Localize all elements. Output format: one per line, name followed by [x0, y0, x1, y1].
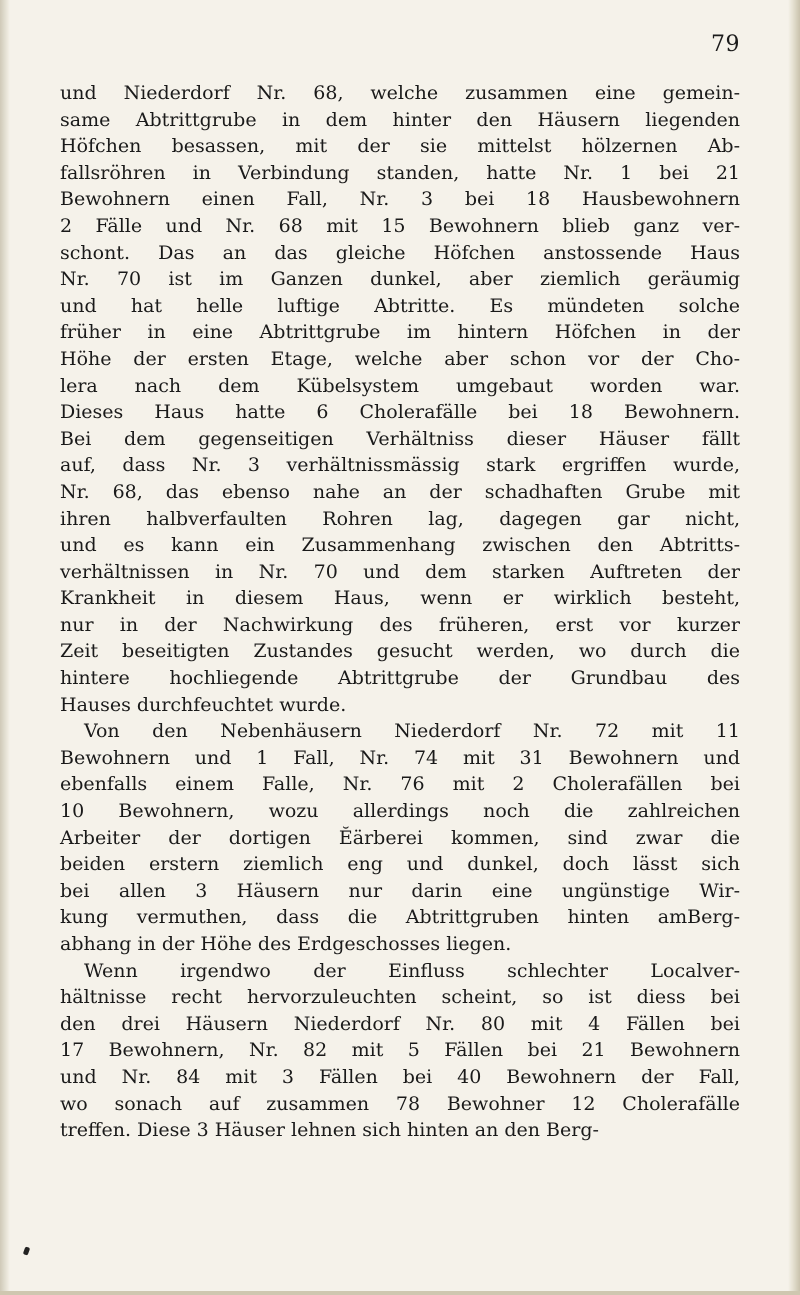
text-line: Bewohnern einen Fall, Nr. 3 bei 18 Hausbewohnern — [60, 188, 740, 211]
text-line: und Niederdorf Nr. 68, welche zusammen eine gemein- — [60, 82, 740, 104]
text-line: abhang in der Höhe des Erdgeschosses liegen. — [60, 933, 512, 955]
text-line: Von den Nebenhäusern Niederdorf Nr. 72 mit 11 — [84, 720, 740, 743]
text-line: kung vermuthen, dass die Abtrittgruben hinten amBerg- — [60, 906, 740, 929]
text-line: früher in eine Abtrittgrube im hintern Höfchen in der — [60, 321, 740, 344]
body-text — [60, 80, 740, 1144]
text-line: treffen. Diese 3 Häuser lehnen sich hinten an den Berg- — [60, 1119, 599, 1142]
text-line: und Nr. 84 mit 3 Fällen bei 40 Bewohnern der Fall, — [60, 1065, 740, 1088]
text-line: nur in der Nachwirkung des früheren, erst vor kurzer — [60, 613, 740, 636]
text-line: same Abtrittgrube in dem hinter den Häusern liegenden — [60, 108, 740, 131]
text-line: bei allen 3 Häusern nur darin eine ungünstige Wir- — [60, 879, 740, 902]
text-line: auf, dass Nr. 3 verhältnissmässig stark ergriffen wurde, — [60, 454, 740, 477]
text-line: Bei dem gegenseitigen Verhältniss dieser Häuser fällt — [60, 427, 740, 450]
text-line: Hauses durchfeuchtet wurde. — [60, 693, 347, 716]
text-line: 2 Fälle und Nr. 68 mit 15 Bewohnern blieb ganz ver- — [60, 214, 740, 237]
text-line: 17 Bewohnern, Nr. 82 mit 5 Fällen bei 21 Bewohnern — [60, 1039, 740, 1062]
text-line: 10 Bewohnern, wozu allerdings noch die zahlreichen — [60, 800, 740, 823]
text-line: Dieses Haus hatte 6 Cholerafälle bei 18 Bewohnern. — [60, 401, 740, 424]
paragraph-3 — [60, 958, 740, 1144]
text-line: ebenfalls einem Falle, Nr. 76 mit 2 Cholerafällen bei — [60, 773, 740, 796]
text-line: lera nach dem Kübelsystem umgebaut worden war. — [60, 374, 740, 397]
page-number: 79 — [711, 32, 740, 57]
page-left-edge — [0, 0, 10, 1295]
text-line: hintere hochliegende Abtrittgrube der Grundbau des — [60, 667, 740, 690]
text-line: fallsröhren in Verbindung standen, hatte Nr. 1 bei 21 — [60, 161, 740, 184]
text-line: schont. Das an das gleiche Höfchen anstossende Haus — [60, 241, 740, 264]
text-line: Nr. 70 ist im Ganzen dunkel, aber ziemlich geräumig — [60, 268, 740, 291]
text-line: Krankheit in diesem Haus, wenn er wirklich besteht, — [60, 587, 740, 610]
text-line: verhältnissen in Nr. 70 und dem starken Auftreten der — [60, 560, 740, 583]
text-line: Bewohnern und 1 Fall, Nr. 74 mit 31 Bewohnern und — [60, 746, 740, 769]
text-line: Wenn irgendwo der Einfluss schlechter Localver- — [84, 959, 740, 982]
text-line: und es kann ein Zusammenhang zwischen den Abtritts- — [60, 534, 740, 557]
paragraph-1 — [60, 80, 740, 718]
text-line: Höfchen besassen, mit der sie mittelst hölzernen Ab- — [60, 135, 740, 158]
paragraph-2 — [60, 718, 740, 957]
text-line: und hat helle luftige Abtritte. Es mündeten solche — [60, 294, 740, 317]
page-bottom-edge — [0, 1291, 800, 1295]
text-line: Nr. 68, das ebenso nahe an der schadhaften Grube mit — [60, 480, 740, 503]
text-line: beiden erstern ziemlich eng und dunkel, doch lässt sich — [60, 853, 740, 876]
text-line: den drei Häusern Niederdorf Nr. 80 mit 4 Fällen bei — [60, 1012, 740, 1035]
text-line: Höhe der ersten Etage, welche aber schon vor der Cho- — [60, 347, 740, 370]
text-line: hältnisse recht hervorzuleuchten scheint, so ist diess bei — [60, 986, 740, 1009]
text-line: Arbeiter der dortigen Ĕärberei kommen, sind zwar die — [60, 826, 740, 849]
page-right-edge — [788, 0, 800, 1295]
ink-speck — [23, 1246, 30, 1255]
text-line: Zeit beseitigten Zustandes gesucht werden, wo durch die — [60, 640, 740, 663]
text-line: wo sonach auf zusammen 78 Bewohner 12 Cholerafälle — [60, 1092, 740, 1115]
text-line: ihren halbverfaulten Rohren lag, dagegen gar nicht, — [60, 507, 740, 530]
